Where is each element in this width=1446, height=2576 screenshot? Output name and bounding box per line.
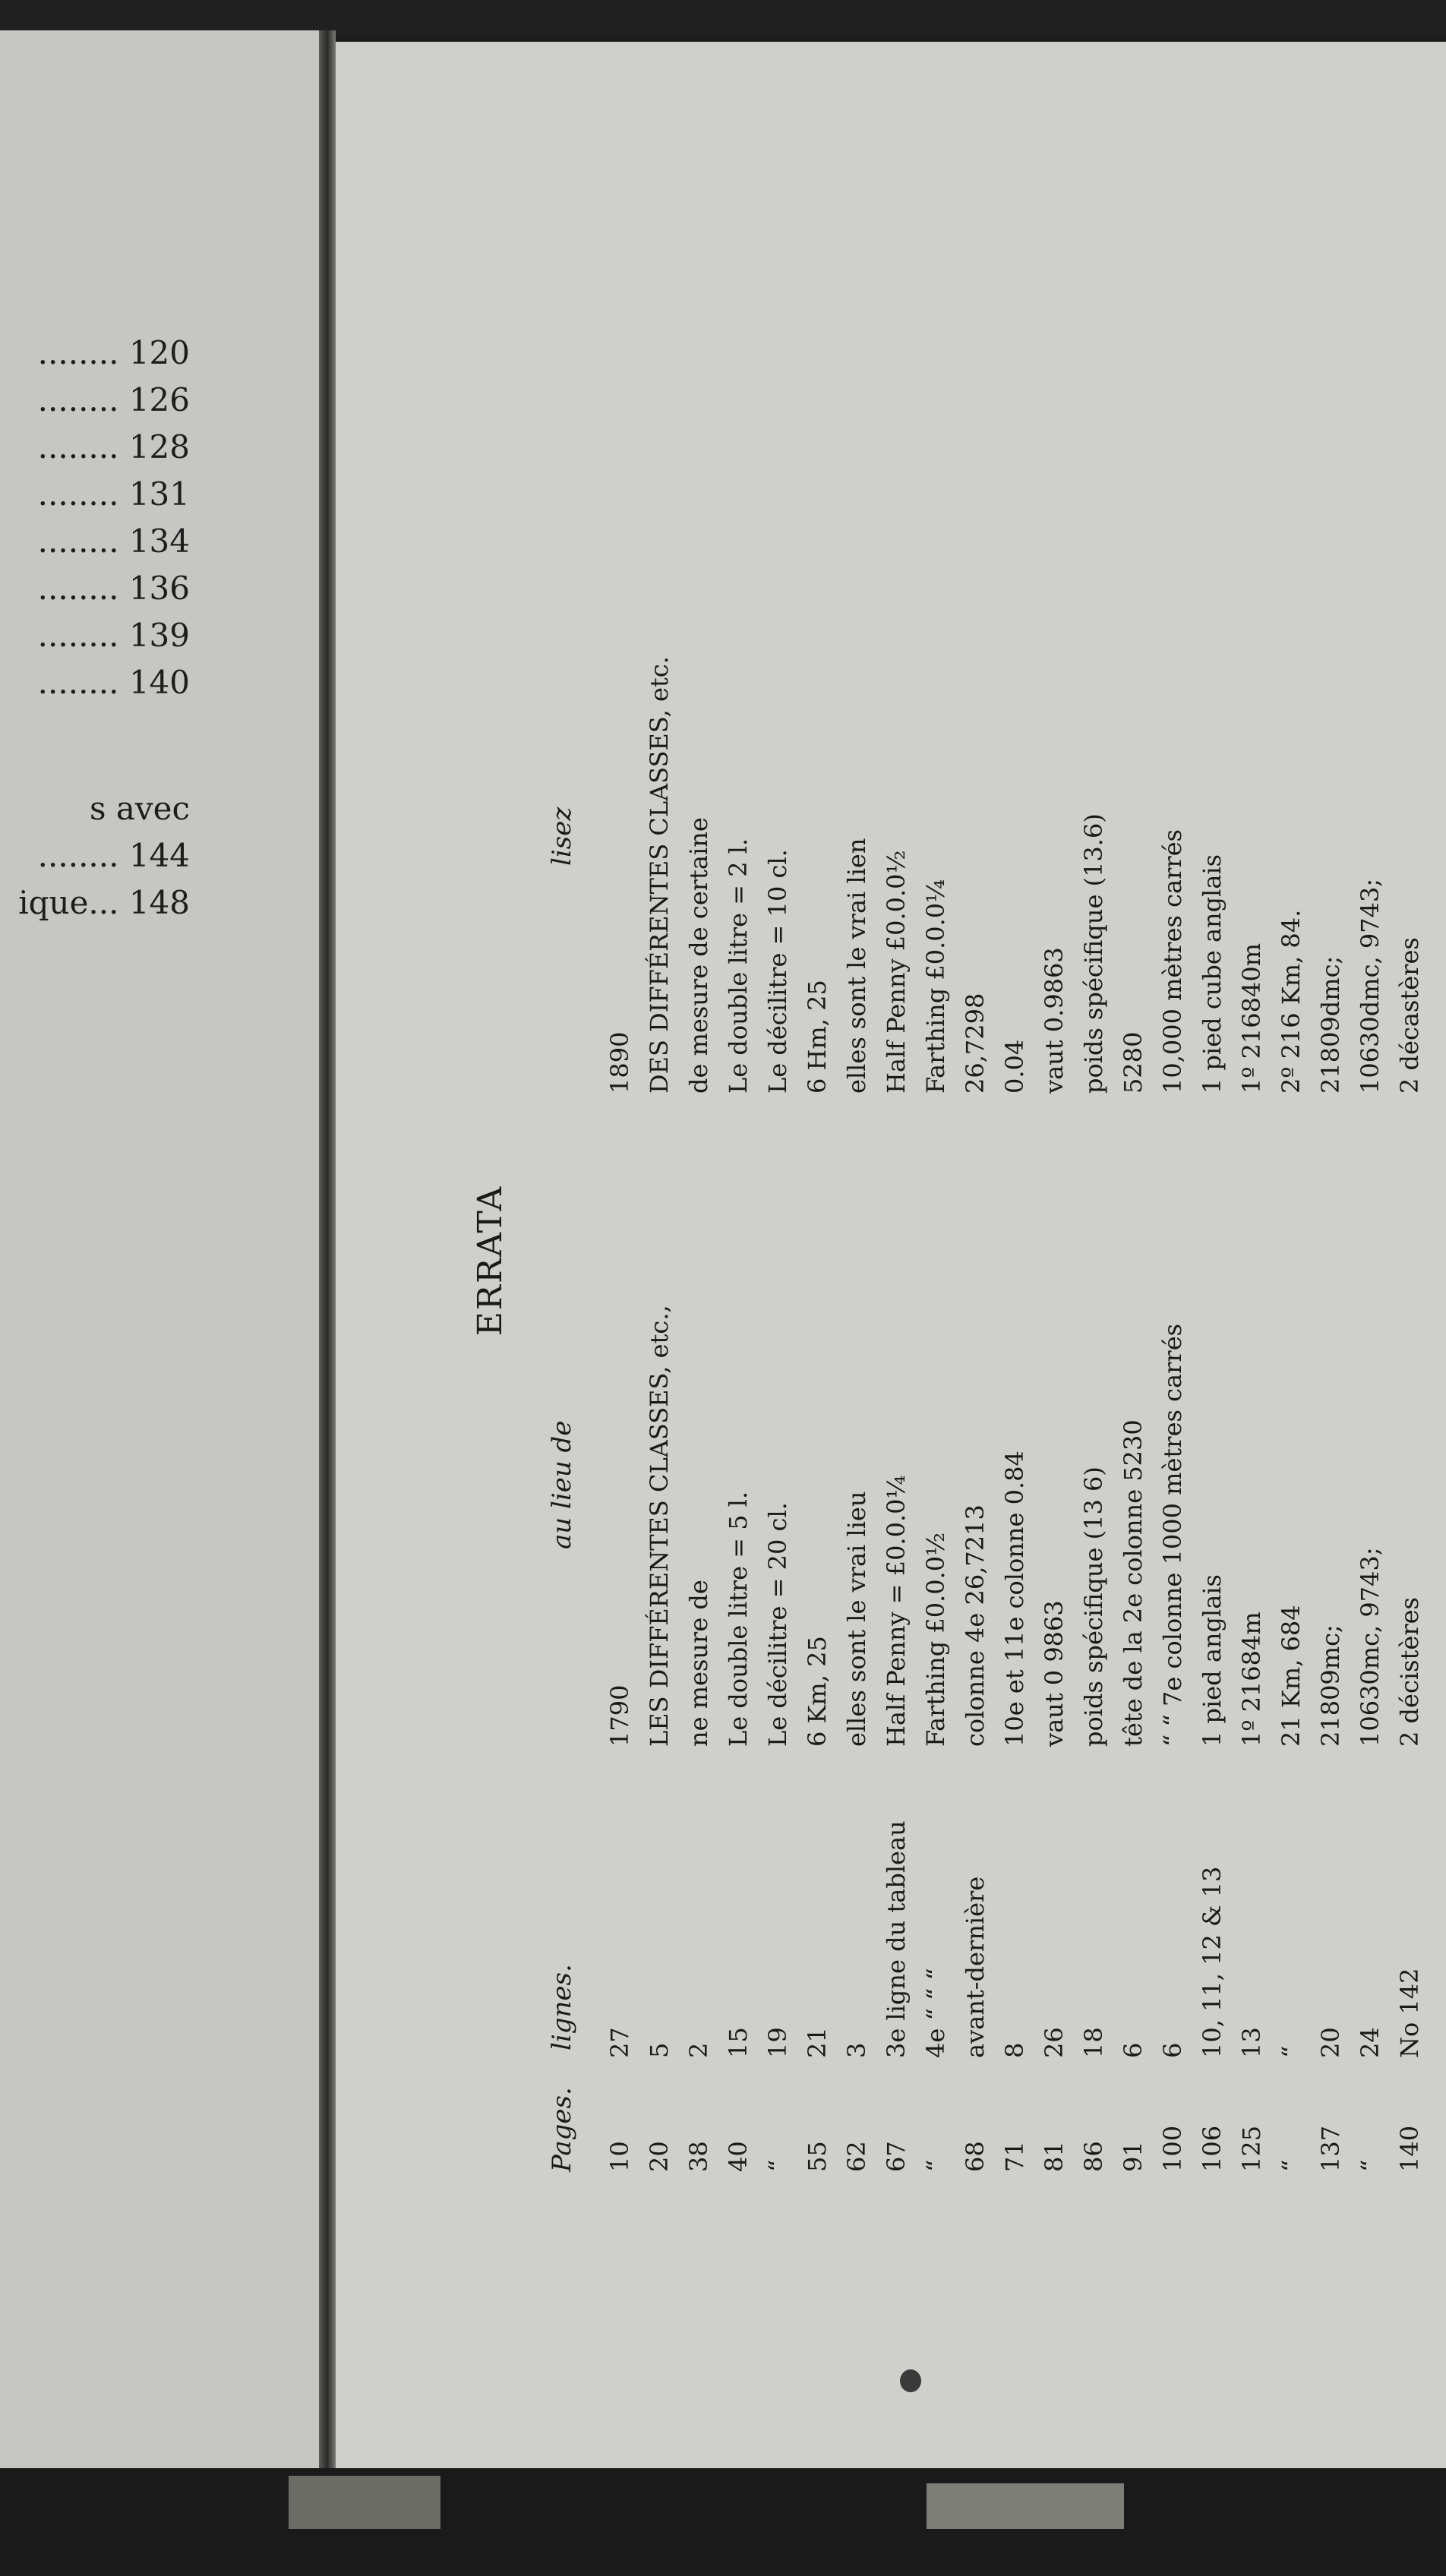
row-old: colonne 4e 26,7213 (961, 1504, 990, 1747)
errata-row (837, 349, 876, 2172)
errata-row (1311, 349, 1350, 2172)
row-page: 62 (842, 2141, 871, 2172)
row-new: elles sont le vrai lien (842, 838, 871, 1094)
row-new: 6 Hm, 25 (803, 980, 832, 1094)
header-pages: Pages. (547, 2087, 577, 2172)
page-edge-tab (927, 2483, 1124, 2529)
left-page (0, 30, 319, 2468)
row-new: Le double litre = 2 l. (724, 838, 753, 1094)
row-new: 0.04 (1000, 1039, 1029, 1094)
errata-row (1192, 349, 1232, 2172)
row-line: 19 (763, 2027, 792, 2058)
row-page: 81 (1040, 2141, 1069, 2172)
row-old: vaut 0 9863 (1040, 1600, 1069, 1747)
row-page: 67 (882, 2141, 911, 2172)
row-page: 100 (1158, 2125, 1187, 2172)
row-line: 27 (605, 2027, 634, 2058)
row-page: 38 (684, 2141, 713, 2172)
header-lignes: lignes. (547, 1964, 577, 2050)
toc-line: ........ 128 (37, 428, 190, 466)
row-new: 26,7298 (961, 993, 990, 1094)
errata-row (1390, 349, 1429, 2172)
row-line: 13 (1237, 2027, 1266, 2058)
row-new: 1890 (605, 1031, 634, 1094)
row-old: “ “ 7e colonne 1000 mètres carrés (1158, 1323, 1187, 1747)
row-line: 20 (1316, 2027, 1345, 2058)
errata-row (995, 349, 1034, 2172)
toc-line: ique... 148 (18, 884, 190, 921)
errata-row (1350, 349, 1390, 2172)
row-old: 1 pied anglais (1198, 1574, 1227, 1747)
row-page: 137 (1316, 2125, 1345, 2172)
errata-row (639, 349, 679, 2172)
errata-row (1232, 349, 1271, 2172)
row-old: 10630mc, 9743; (1356, 1547, 1384, 1747)
row-new: 5280 (1119, 1031, 1148, 1094)
row-new: 10630dmc, 9743; (1356, 878, 1384, 1094)
toc-line: ........ 134 (37, 522, 190, 560)
row-page: 140 (1395, 2125, 1424, 2172)
row-page: 20 (645, 2141, 674, 2172)
row-new: Le décilitre = 10 cl. (763, 849, 792, 1094)
row-line: 21 (803, 2027, 832, 2058)
header-au-lieu-de: au lieu de (547, 1420, 577, 1549)
row-old: 1790 (605, 1684, 634, 1747)
header-lisez: lisez (547, 807, 577, 866)
errata-row (1074, 349, 1113, 2172)
errata-row (718, 349, 758, 2172)
row-new: poids spécifique (13.6) (1079, 813, 1108, 1094)
row-page: “ (1356, 2159, 1384, 2172)
scan-bottom-edge (0, 2468, 1446, 2576)
row-page: 125 (1237, 2125, 1266, 2172)
row-old: 21 Km, 684 (1277, 1605, 1306, 1747)
errata-row (1113, 349, 1153, 2172)
row-line: 15 (724, 2027, 753, 2058)
errata-row (758, 349, 797, 2172)
errata-row (955, 349, 995, 2172)
row-page: “ (763, 2159, 792, 2172)
row-old: ne mesure de (684, 1580, 713, 1747)
row-line: 26 (1040, 2027, 1069, 2058)
errata-row (797, 349, 837, 2172)
errata-row (1153, 349, 1192, 2172)
toc-line: ........ 139 (37, 617, 190, 654)
toc-line: ........ 144 (37, 837, 190, 874)
row-old: LES DIFFÉRENTES CLASSES, etc., (645, 1305, 674, 1747)
row-line: “ (1277, 2045, 1306, 2058)
row-new: de mesure de certaine (684, 817, 713, 1094)
row-new: 2 décastères (1395, 937, 1424, 1094)
row-page: 68 (961, 2141, 990, 2172)
row-old: 2 décistères (1395, 1597, 1424, 1747)
row-new: DES DIFFÉRENTES CLASSES, etc. (645, 656, 674, 1094)
row-new: 1º 216840m (1237, 942, 1266, 1094)
errata-row (600, 349, 639, 2172)
row-old: Farthing £0.0.0½ (921, 1532, 950, 1747)
row-new: Half Penny £0.0.0½ (882, 850, 911, 1094)
row-new: 21809dmc; (1316, 955, 1345, 1094)
row-line: 18 (1079, 2027, 1108, 2058)
row-old: Half Penny = £0.0.0¼ (882, 1475, 911, 1747)
row-line: 4e “ “ “ (921, 1968, 950, 2058)
errata-row (876, 349, 916, 2172)
row-line: 6 (1158, 2042, 1187, 2058)
row-page: 91 (1119, 2141, 1148, 2172)
row-page: 71 (1000, 2141, 1029, 2172)
row-old: 6 Km, 25 (803, 1636, 832, 1747)
row-line: 3 (842, 2042, 871, 2058)
row-old: 10e et 11e colonne 0.84 (1000, 1451, 1029, 1747)
row-page: 40 (724, 2141, 753, 2172)
row-line: 5 (645, 2042, 674, 2058)
row-line: 24 (1356, 2027, 1384, 2058)
toc-line: s avec (89, 790, 190, 827)
row-old: elles sont le vrai lieu (842, 1491, 871, 1747)
row-old: 1º 21684m (1237, 1612, 1266, 1747)
row-old: poids spécifique (13 6) (1079, 1466, 1108, 1747)
errata-row (1034, 349, 1074, 2172)
row-old: tête de la 2e colonne 5230 (1119, 1419, 1148, 1747)
row-old: Le double litre = 5 l. (724, 1491, 753, 1747)
errata-row (916, 349, 955, 2172)
row-line: No 142 (1395, 1968, 1424, 2058)
toc-line: ........ 120 (37, 334, 190, 371)
row-line: 3e ligne du tableau (882, 1820, 911, 2058)
row-page: “ (1277, 2159, 1306, 2172)
toc-line: ........ 140 (37, 664, 190, 701)
toc-line: ........ 126 (37, 381, 190, 418)
row-line: avant-dernière (961, 1876, 990, 2058)
toc-line: ........ 136 (37, 570, 190, 607)
row-page: 55 (803, 2141, 832, 2172)
row-page: 10 (605, 2141, 634, 2172)
ink-spot (900, 2369, 921, 2392)
book-spine (319, 30, 336, 2468)
row-new: Farthing £0.0.0¼ (921, 879, 950, 1094)
errata-title: ERRATA (471, 1185, 510, 1337)
row-line: 8 (1000, 2042, 1029, 2058)
errata-row (1271, 349, 1311, 2172)
row-page: 86 (1079, 2141, 1108, 2172)
toc-line: ........ 131 (37, 475, 190, 513)
page-edge-tab (289, 2476, 440, 2529)
row-new: 2º 216 Km, 84. (1277, 909, 1306, 1094)
row-new: 1 pied cube anglais (1198, 854, 1227, 1094)
row-old: 21809mc; (1316, 1624, 1345, 1747)
errata-table (471, 349, 1446, 2172)
row-line: 10, 11, 12 & 13 (1198, 1866, 1227, 2058)
row-line: 6 (1119, 2042, 1148, 2058)
errata-row (679, 349, 718, 2172)
row-new: vaut 0.9863 (1040, 947, 1069, 1094)
row-new: 10,000 mètres carrés (1158, 829, 1187, 1094)
row-old: Le décilitre = 20 cl. (763, 1502, 792, 1747)
row-line: 2 (684, 2042, 713, 2058)
row-page: 106 (1198, 2125, 1227, 2172)
row-page: “ (921, 2159, 950, 2172)
